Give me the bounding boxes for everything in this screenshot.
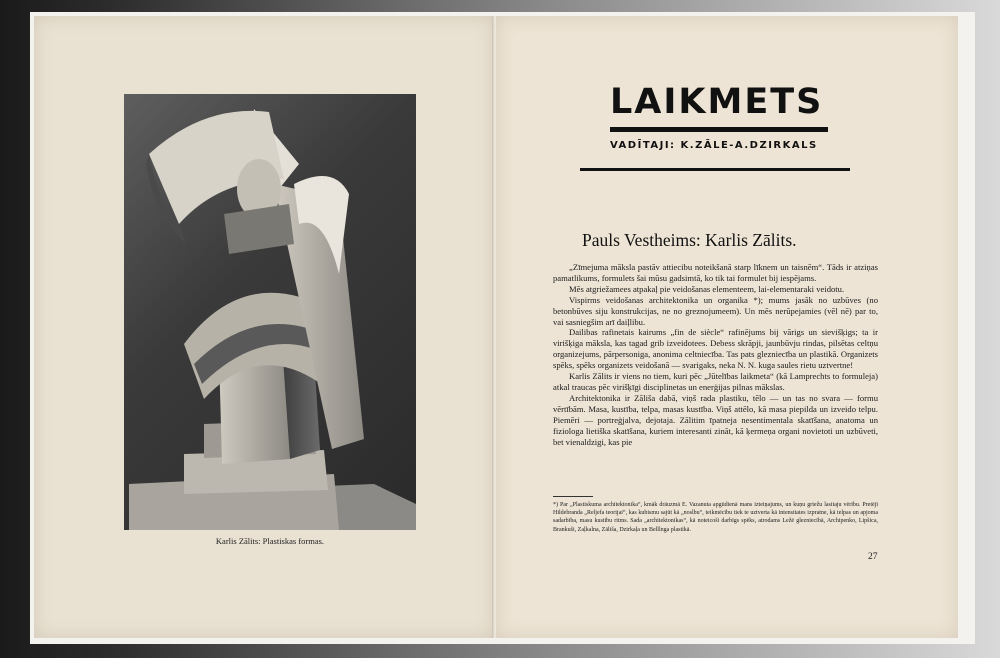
- masthead: [580, 82, 850, 162]
- left-page: [34, 16, 494, 638]
- article-title: Pauls Vestheims: Karlis Zālits.: [582, 230, 797, 250]
- article-paragraph: Dailibas rafinetais kairums „fin de siècle“ rafinējums bij vārigs un sievišķigs; ta ir virišķiga māksla, kas tagad grib izveidotees. Debess skrāpji, jaunbūvju rindas, pilsētas celtņu organizejums, pārpersoniga, anonima celtniecība. Tas pats glezniecība un plastikā. Organizets spēks, spēks organizets veidošanā — svarigaks, neka N. N. kuga saules rietu uztvertne!: [553, 327, 878, 371]
- sculpture-photo: [124, 94, 416, 530]
- article-body: [553, 262, 878, 447]
- page-number: 27: [868, 552, 878, 562]
- sculpture-image: [124, 94, 416, 530]
- article-paragraph: Karlis Zālits ir viens no tiem, kuri pēc „Jūtelības laikmeta“ (kā Lamprechts to formuleja) atkal traucas pēc virišķīgi disciplinetas un enerģijas pilnas mākslas.: [553, 371, 878, 392]
- right-page: [496, 16, 958, 638]
- footnote-divider: [553, 496, 593, 497]
- masthead-subtitle: VADĪTAJI: K.ZĀLE-A.DZIRKALS: [610, 140, 818, 151]
- masthead-rule-thin: [580, 168, 850, 171]
- article-paragraph: „Zīmejuma māksla pastāv attiecibu noteikšanā starp līknem un taisnēm“. Tāds ir atziņas pamatlikums, formulets šai mūsu gadsimtā, ko tik tai formulet bij iespējams.: [553, 262, 878, 283]
- article-paragraph: Mēs atgriežamees atpakaļ pie veidošanas elementeem, lai-elementaraki veidotu.: [569, 283, 845, 294]
- masthead-title: LAIKMETS: [610, 82, 824, 122]
- footnote: *) Par „Plastiskuma architektonika“, kmāk drāuzmā E. Vazanuta apgūdienā mans izteiņajums, un kuņu griežu lasitaju vērību. Pretējī Hildebranda „Reljefa teorijai“, kas kubismu sajūt kā „noslbu“, teikmēcību tiek te uztverta kā intensitates izpratne, kā telpas un apjoma sadarbība, masu kustibu ritms. Sada „architektonikas“, kā noteicoši darbīgs spēks, atrodams Ležē glezniecībā, Archipenko, Lipšica, Brankuši, Zaļkalna, Zāliša, Dzirkaļa un Belllnga plastikā.: [553, 502, 878, 533]
- article-paragraph: Architektonika ir Zāliša dabā, viņš rada plastiku, tēlo — un tas no svara — formu vērtībām. Masa, kustība, telpa, masas kustība. Viņš attēlo, kā masa piepilda un izveido telpu. Piemēri — portreģjalva, dejotaja. Zālitim īpatneja nesentimentala skatīšana, anatoma un fiziologa lietiška skatīšana, kuriem interesanti zināt, kā ķermeņa organi novietoti un uzbūveti, bet vienaldzigi, kas pie: [553, 392, 878, 447]
- article-paragraph: Vispirms veidošanas architektonika un organika *); mums jasāk no uzbūves (no betonbūves siju konstrukcijas, ne no greznojumeem). Un mēs nerūpejamies (vēl nē) par to, vai sasniegšim arī daiļlibu.: [553, 294, 878, 327]
- photo-caption: Karlis Zālits: Plastiskas formas.: [215, 536, 325, 546]
- masthead-rule-thick: [610, 127, 828, 132]
